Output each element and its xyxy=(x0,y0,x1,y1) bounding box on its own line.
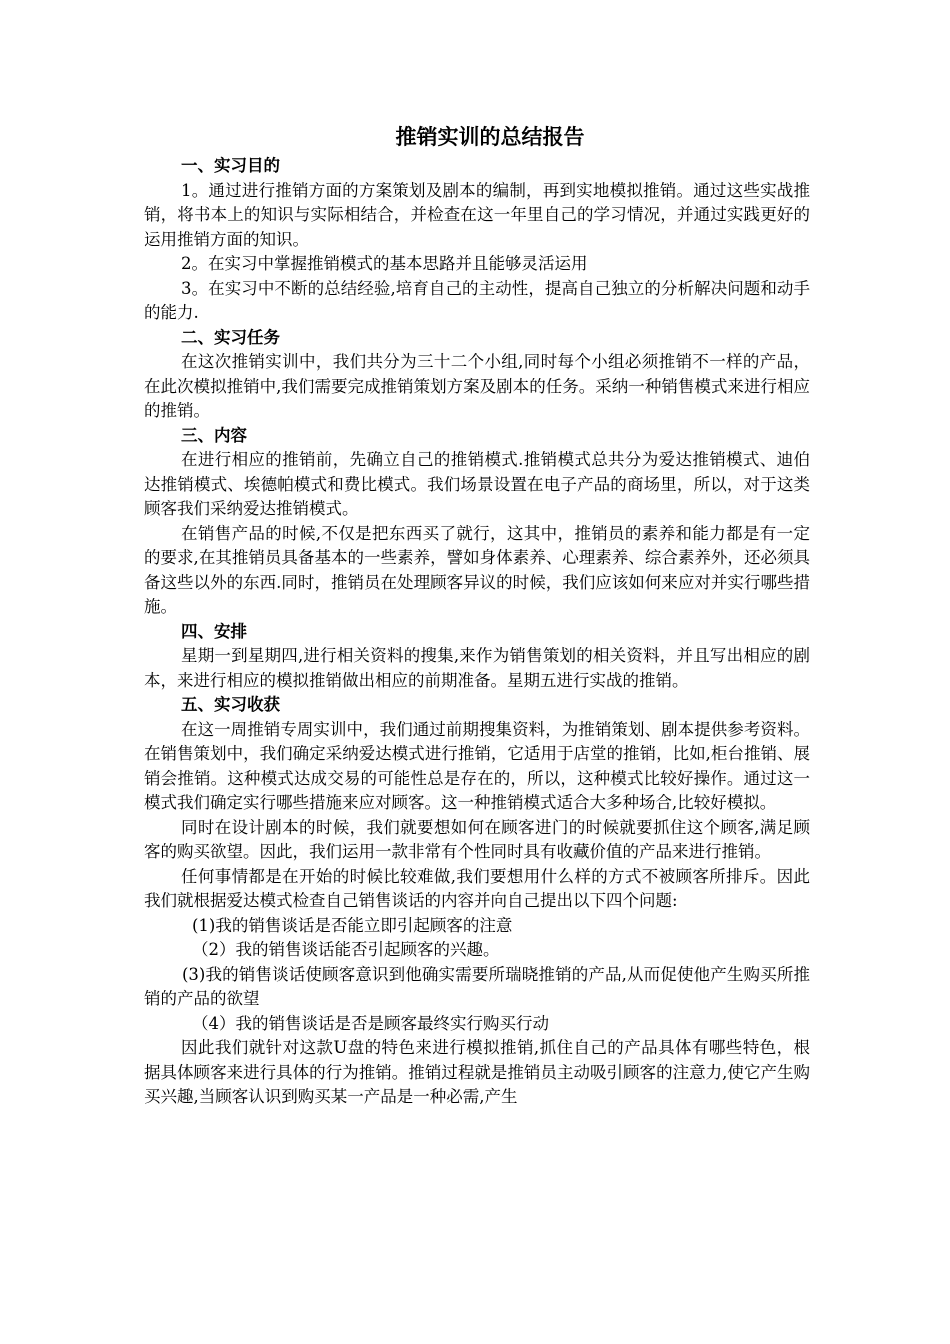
paragraph: 星期一到星期四,进行相关资料的搜集,来作为销售策划的相关资料，并且写出相应的剧本，来进行相应的模拟推销做出相应的前期准备。星期五进行实战的推销。 xyxy=(144,646,810,690)
document-page xyxy=(144,118,810,1110)
paragraph: 在这次推销实训中，我们共分为三十二个小组,同时每个小组必须推销不一样的产品，在此次模拟推销中,我们需要完成推销策划方案及剧本的任务。采纳一种销售模式来进行相应的推销。 xyxy=(144,352,810,420)
paragraph: 3。在实习中不断的总结经验,培育自己的主动性，提高自己独立的分析解决问题和动手的能力. xyxy=(144,278,810,322)
paragraph: 同时在设计剧本的时候，我们就要想如何在顾客进门的时候就要抓住这个顾客,满足顾客的购买欲望。因此，我们运用一款非常有个性同时具有收藏价值的产品来进行推销。 xyxy=(144,817,810,861)
paragraph: 2。在实习中掌握推销模式的基本思路并且能够灵活运用 xyxy=(181,254,588,273)
paragraph: 因此我们就针对这款U盘的特色来进行模拟推销,抓住自己的产品具体有哪些特色，根据具体顾客来进行具体的行为推销。推销过程就是推销员主动吸引顾客的注意力,使它产生购买兴趣,当顾客认识到购买某一产品是一种必需,产生 xyxy=(144,1038,810,1106)
question-item: (3)我的销售谈话使顾客意识到他确实需要所瑞晓推销的产品,从而促使他产生购买所推销的产品的欲望 xyxy=(144,964,810,1008)
paragraph: 1。通过进行推销方面的方案策划及剧本的编制，再到实地模拟推销。通过这些实战推销，将书本上的知识与实际相结合，并检查在这一年里自己的学习情况，并通过实践更好的运用推销方面的知识。 xyxy=(144,180,810,249)
section-heading-content: 三、内容 xyxy=(181,425,247,445)
question-item: （4）我的销售谈话是否是顾客最终实行购买行动 xyxy=(192,1013,549,1033)
paragraph: 在这一周推销专周实训中，我们通过前期搜集资料，为推销策划、剧本提供参考资料。在销售策划中，我们确定采纳爱达模式进行推销，它适用于店堂的推销，比如,柜台推销、展销会推销。这种模式达成交易的可能性总是存在的，所以，这种模式比较好操作。通过这一模式我们确定实行哪些措施来应对顾客。这一种推销模式适合大多种场合,比较好模拟。 xyxy=(144,719,810,812)
section-heading-gains: 五、实习收获 xyxy=(181,695,280,714)
paragraph: 在销售产品的时候,不仅是把东西买了就行，这其中，推销员的素养和能力都是有一定的要求,在其推销员具备基本的一些素养，譬如身体素养、心理素养、综合素养外，还必须具备这些以外的东西.同时，推销员在处理顾客异议的时候，我们应该如何来应对并实行哪些措施。 xyxy=(144,523,810,616)
section-heading-tasks: 二、实习任务 xyxy=(181,327,280,347)
question-item: （2）我的销售谈话能否引起顾客的兴趣。 xyxy=(192,940,500,959)
paragraph: 任何事情都是在开始的时候比较难做,我们要想用什么样的方式不被顾客所排斥。因此我们就根据爱达模式检查自己销售谈话的内容并向自己提出以下四个问题: xyxy=(144,866,810,910)
section-heading-schedule: 四、安排 xyxy=(181,621,247,641)
document-title: 推销实训的总结报告 xyxy=(395,125,585,149)
question-item: (1)我的销售谈话是否能立即引起顾客的注意 xyxy=(192,915,513,935)
paragraph: 在进行相应的推销前，先确立自己的推销模式.推销模式总共分为爱达推销模式、迪伯达推销模式、埃德帕模式和费比模式。我们场景设置在电子产品的商场里，所以，对于这类顾客我们采纳爱达推销模式。 xyxy=(144,450,810,518)
section-heading-purpose: 一、实习目的 xyxy=(181,156,280,175)
